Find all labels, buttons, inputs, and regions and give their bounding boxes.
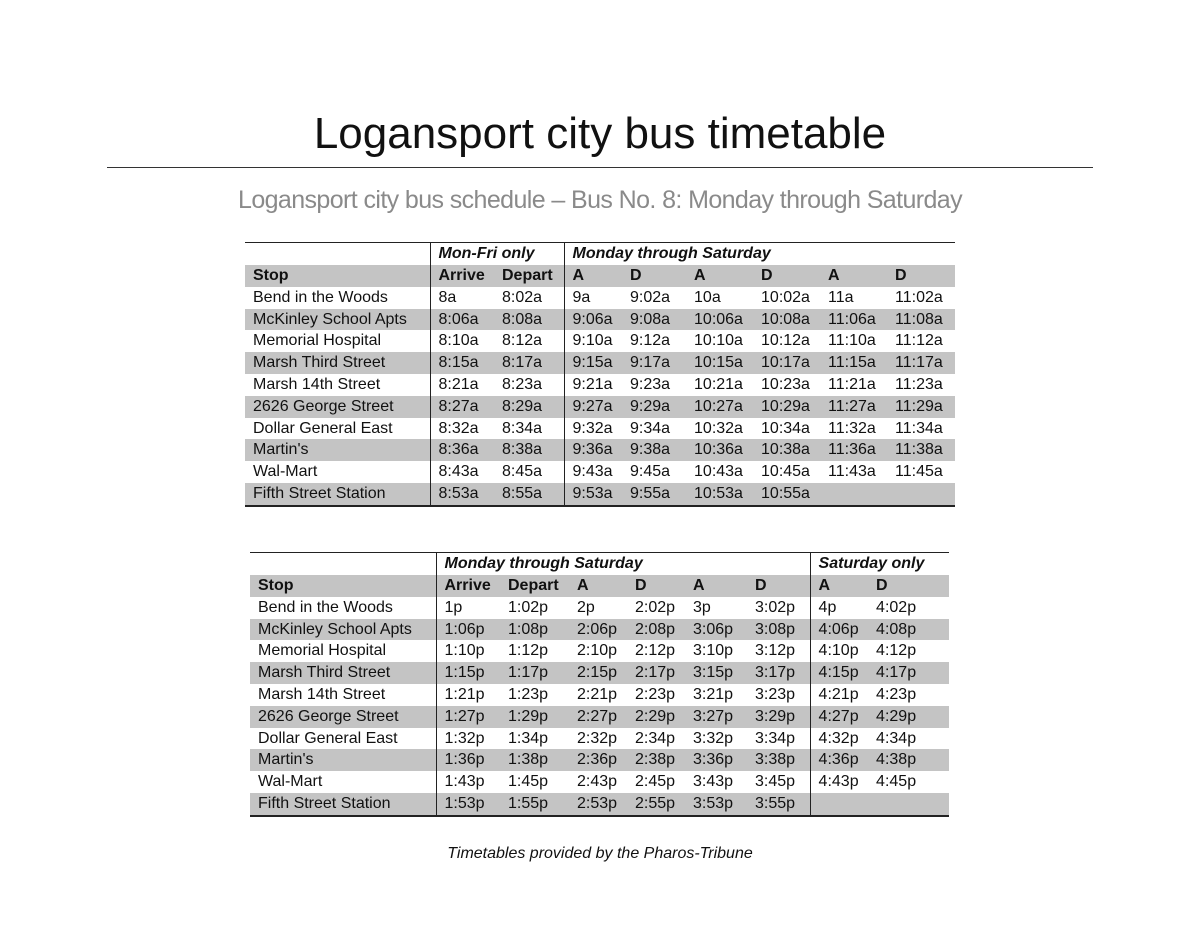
stop-name: Memorial Hospital [258, 642, 387, 660]
time-cell: 8:38a [494, 439, 564, 461]
time-cell: 4:43p [810, 771, 868, 793]
time-cell: 8:21a [430, 374, 494, 396]
time-cell: 8a [430, 287, 494, 309]
table-row [250, 749, 949, 771]
page-title: Logansport city bus timetable [313, 109, 887, 158]
time-cell: 10:43a [694, 463, 743, 481]
time-cell: 9:06a [564, 309, 622, 331]
column-header: Depart [494, 265, 564, 287]
time-cell [820, 483, 887, 506]
time-cell: 10:36a [686, 439, 753, 461]
time-cell: 1:34p [508, 729, 549, 747]
column-group-row [250, 553, 949, 576]
time-cell: 10:06a [686, 309, 753, 331]
time-cell: 9:10a [564, 330, 622, 352]
column-header-row [245, 265, 955, 287]
column-header: A [810, 575, 868, 597]
column-group-label: Monday through Saturday [436, 553, 810, 576]
column-header: D [753, 265, 820, 287]
stop-name: Martin's [250, 749, 436, 771]
time-cell: 4:38p [868, 749, 949, 771]
time-cell: 9:43a [564, 461, 622, 483]
time-cell: 3:32p [693, 729, 734, 747]
time-cell: 4:32p [810, 728, 868, 750]
time-cell: 8:45a [502, 463, 543, 481]
time-cell: 2p [577, 598, 595, 616]
time-cell: 9:08a [622, 309, 686, 331]
table-row [250, 728, 949, 750]
time-cell: 10:38a [753, 439, 820, 461]
time-cell: 1:17p [500, 662, 569, 684]
time-cell: 10:27a [686, 396, 753, 418]
column-header: Arrive [436, 575, 500, 597]
column-header: Arrive [430, 265, 494, 287]
time-cell: 4:12p [876, 642, 917, 660]
time-cell: 2:23p [635, 685, 676, 703]
column-header: D [747, 575, 810, 597]
time-cell: 4:27p [810, 706, 868, 728]
column-header-row [250, 575, 949, 597]
time-cell: 8:43a [430, 461, 494, 483]
stop-name: Marsh 14th Street [253, 375, 381, 393]
time-cell: 11:36a [820, 439, 887, 461]
column-group-label: Monday through Saturday [564, 243, 955, 266]
stop-name: Marsh Third Street [250, 662, 436, 684]
time-cell: 11a [828, 288, 854, 306]
table-row [250, 597, 949, 619]
stop-name: Bend in the Woods [253, 288, 388, 306]
time-cell: 8:36a [430, 439, 494, 461]
time-cell: 10:21a [694, 375, 743, 393]
column-header: A [686, 265, 753, 287]
time-cell: 4:17p [868, 662, 949, 684]
table-row [245, 330, 955, 352]
time-cell: 10:55a [753, 483, 820, 506]
column-header: A [564, 265, 622, 287]
time-cell: 4:08p [868, 619, 949, 641]
time-cell: 2:02p [635, 598, 676, 616]
time-cell: 8:53a [430, 483, 494, 506]
time-cell: 11:23a [895, 375, 943, 393]
column-group-label: Mon-Fri only [430, 243, 564, 266]
column-header: A [569, 575, 627, 597]
time-cell: 2:12p [635, 642, 676, 660]
time-cell: 4:02p [876, 598, 917, 616]
time-cell: 10:15a [686, 352, 753, 374]
time-cell: 1:02p [508, 598, 549, 616]
column-header: D [887, 265, 955, 287]
time-cell: 3:10p [693, 642, 734, 660]
time-cell: 4:34p [876, 729, 917, 747]
time-cell: 2:32p [577, 729, 618, 747]
table-row [245, 483, 955, 506]
time-cell: 9:27a [564, 396, 622, 418]
time-cell: 4:21p [810, 684, 868, 706]
table-row [245, 309, 955, 331]
time-cell: 1:53p [436, 793, 500, 816]
time-cell: 9:12a [630, 332, 671, 350]
time-cell: 3:53p [685, 793, 747, 816]
stop-name: Wal-Mart [253, 463, 318, 481]
time-cell: 2:08p [627, 619, 685, 641]
table-row [245, 461, 955, 483]
time-cell: 1:36p [436, 749, 500, 771]
time-cell: 1:38p [500, 749, 569, 771]
time-cell: 2:27p [569, 706, 627, 728]
table-row [250, 640, 949, 662]
column-group-label [250, 553, 436, 576]
time-cell: 3:34p [755, 729, 796, 747]
time-cell: 11:12a [895, 332, 943, 350]
time-cell: 8:17a [494, 352, 564, 374]
time-cell: 1:15p [436, 662, 500, 684]
column-header: Stop [245, 265, 430, 287]
time-cell: 11:02a [895, 288, 943, 306]
column-header: Stop [250, 575, 436, 597]
time-cell: 11:45a [895, 463, 943, 481]
table-row [245, 439, 955, 461]
time-cell: 2:53p [569, 793, 627, 816]
time-cell: 9:36a [564, 439, 622, 461]
time-cell: 8:34a [502, 419, 543, 437]
time-cell: 4:15p [810, 662, 868, 684]
time-cell: 3:17p [747, 662, 810, 684]
time-cell: 1:23p [508, 685, 549, 703]
time-cell: 1:32p [436, 728, 500, 750]
time-cell: 1:06p [436, 619, 500, 641]
time-cell: 9:38a [622, 439, 686, 461]
time-cell: 11:34a [895, 419, 943, 437]
time-cell: 1:45p [508, 773, 549, 791]
time-cell: 3:15p [685, 662, 747, 684]
time-cell: 11:10a [828, 332, 876, 350]
time-cell: 1:43p [436, 771, 500, 793]
time-cell: 2:15p [569, 662, 627, 684]
time-cell: 10:23a [761, 375, 810, 393]
time-cell [810, 793, 868, 816]
time-cell: 8:12a [502, 332, 543, 350]
column-header: Depart [500, 575, 569, 597]
stop-name: Marsh 14th Street [258, 685, 386, 703]
column-header: D [622, 265, 686, 287]
time-cell [868, 793, 949, 816]
stop-name: McKinley School Apts [245, 309, 430, 331]
table-row [245, 352, 955, 374]
time-cell: 10:29a [753, 396, 820, 418]
time-cell: 10:45a [761, 463, 810, 481]
time-cell: 3p [693, 598, 711, 616]
column-group-label: Saturday only [810, 553, 949, 576]
stop-name: 2626 George Street [245, 396, 430, 418]
table-row [250, 662, 949, 684]
time-cell: 2:06p [569, 619, 627, 641]
table-row [250, 619, 949, 641]
time-cell: 3:45p [755, 773, 796, 791]
time-cell: 9:29a [622, 396, 686, 418]
afternoon-timetable [250, 552, 949, 817]
time-cell: 4p [810, 597, 868, 619]
column-header: D [868, 575, 949, 597]
time-cell: 8:27a [430, 396, 494, 418]
time-cell: 1p [436, 597, 500, 619]
time-cell: 3:55p [747, 793, 810, 816]
time-cell: 9:02a [630, 288, 671, 306]
time-cell: 8:32a [430, 418, 494, 440]
time-cell: 2:43p [577, 773, 618, 791]
time-cell: 11:21a [828, 375, 876, 393]
stop-name: McKinley School Apts [250, 619, 436, 641]
stop-name: Dollar General East [258, 729, 398, 747]
time-cell: 8:15a [430, 352, 494, 374]
table-row [245, 374, 955, 396]
time-cell: 11:08a [887, 309, 955, 331]
time-cell: 2:36p [569, 749, 627, 771]
time-cell: 9:45a [630, 463, 671, 481]
time-cell: 10:17a [753, 352, 820, 374]
time-cell: 10:08a [753, 309, 820, 331]
time-cell: 1:55p [500, 793, 569, 816]
time-cell: 8:10a [430, 330, 494, 352]
stop-name: Martin's [245, 439, 430, 461]
time-cell: 10:34a [761, 419, 810, 437]
time-cell: 9:34a [630, 419, 671, 437]
time-cell: 2:34p [635, 729, 676, 747]
stop-name: 2626 George Street [250, 706, 436, 728]
stop-name: Bend in the Woods [258, 598, 393, 616]
table-row [250, 793, 949, 816]
time-cell: 3:12p [755, 642, 796, 660]
time-cell: 3:06p [685, 619, 747, 641]
table-row [245, 418, 955, 440]
table-row [250, 771, 949, 793]
time-cell: 3:27p [685, 706, 747, 728]
time-cell: 1:21p [436, 684, 500, 706]
time-cell: 10:02a [761, 288, 810, 306]
time-cell: 11:38a [887, 439, 955, 461]
time-cell: 8:29a [494, 396, 564, 418]
time-cell: 10:53a [686, 483, 753, 506]
time-cell: 4:10p [810, 640, 868, 662]
time-cell: 8:23a [502, 375, 543, 393]
page-subtitle: Logansport city bus schedule – Bus No. 8: Monday through Saturday [238, 186, 962, 214]
time-cell: 1:27p [436, 706, 500, 728]
time-cell: 3:08p [747, 619, 810, 641]
time-cell: 2:38p [627, 749, 685, 771]
time-cell: 4:06p [810, 619, 868, 641]
time-cell: 10:10a [694, 332, 743, 350]
time-cell: 3:29p [747, 706, 810, 728]
time-cell: 1:29p [500, 706, 569, 728]
time-cell: 9:32a [564, 418, 622, 440]
time-cell: 3:36p [685, 749, 747, 771]
time-cell: 3:43p [693, 773, 734, 791]
time-cell: 4:45p [876, 773, 917, 791]
time-cell: 2:21p [577, 685, 618, 703]
time-cell: 11:17a [887, 352, 955, 374]
time-cell: 11:15a [820, 352, 887, 374]
time-cell: 2:29p [627, 706, 685, 728]
table-row [245, 287, 955, 309]
time-cell: 8:55a [494, 483, 564, 506]
time-cell: 3:38p [747, 749, 810, 771]
time-cell: 8:06a [430, 309, 494, 331]
time-cell: 1:12p [508, 642, 549, 660]
time-cell: 9:53a [564, 483, 622, 506]
stop-name: Fifth Street Station [250, 793, 436, 816]
stop-name: Fifth Street Station [245, 483, 430, 506]
stop-name: Wal-Mart [258, 773, 323, 791]
time-cell: 9:15a [564, 352, 622, 374]
time-cell: 10a [694, 288, 721, 306]
time-cell: 9a [564, 287, 622, 309]
time-cell: 8:02a [502, 288, 543, 306]
time-cell: 11:43a [828, 463, 876, 481]
stop-name: Memorial Hospital [253, 332, 382, 350]
time-cell: 8:08a [494, 309, 564, 331]
time-cell: 3:23p [755, 685, 796, 703]
time-cell: 9:23a [630, 375, 671, 393]
table-row [245, 396, 955, 418]
time-cell: 9:17a [622, 352, 686, 374]
source-credit: Timetables provided by the Pharos-Tribune [447, 845, 753, 862]
time-cell: 2:55p [627, 793, 685, 816]
time-cell: 1:08p [500, 619, 569, 641]
column-header: D [627, 575, 685, 597]
time-cell: 1:10p [436, 640, 500, 662]
time-cell: 4:23p [876, 685, 917, 703]
stop-name: Marsh Third Street [245, 352, 430, 374]
time-cell: 10:32a [694, 419, 743, 437]
time-cell: 11:06a [820, 309, 887, 331]
title-divider [107, 167, 1093, 168]
column-group-label [245, 243, 430, 266]
time-cell: 2:10p [577, 642, 618, 660]
time-cell: 4:36p [810, 749, 868, 771]
time-cell: 9:55a [622, 483, 686, 506]
time-cell: 11:32a [828, 419, 876, 437]
time-cell: 3:21p [693, 685, 734, 703]
time-cell: 2:45p [635, 773, 676, 791]
time-cell [887, 483, 955, 506]
time-cell: 11:27a [820, 396, 887, 418]
time-cell: 3:02p [755, 598, 796, 616]
time-cell: 10:12a [761, 332, 810, 350]
weekday-morning-timetable [245, 242, 955, 507]
column-group-row [245, 243, 955, 266]
time-cell: 2:17p [627, 662, 685, 684]
column-header: A [820, 265, 887, 287]
time-cell: 9:21a [564, 374, 622, 396]
table-row [250, 706, 949, 728]
table-row [250, 684, 949, 706]
time-cell: 4:29p [868, 706, 949, 728]
column-header: A [685, 575, 747, 597]
stop-name: Dollar General East [253, 419, 393, 437]
time-cell: 11:29a [887, 396, 955, 418]
